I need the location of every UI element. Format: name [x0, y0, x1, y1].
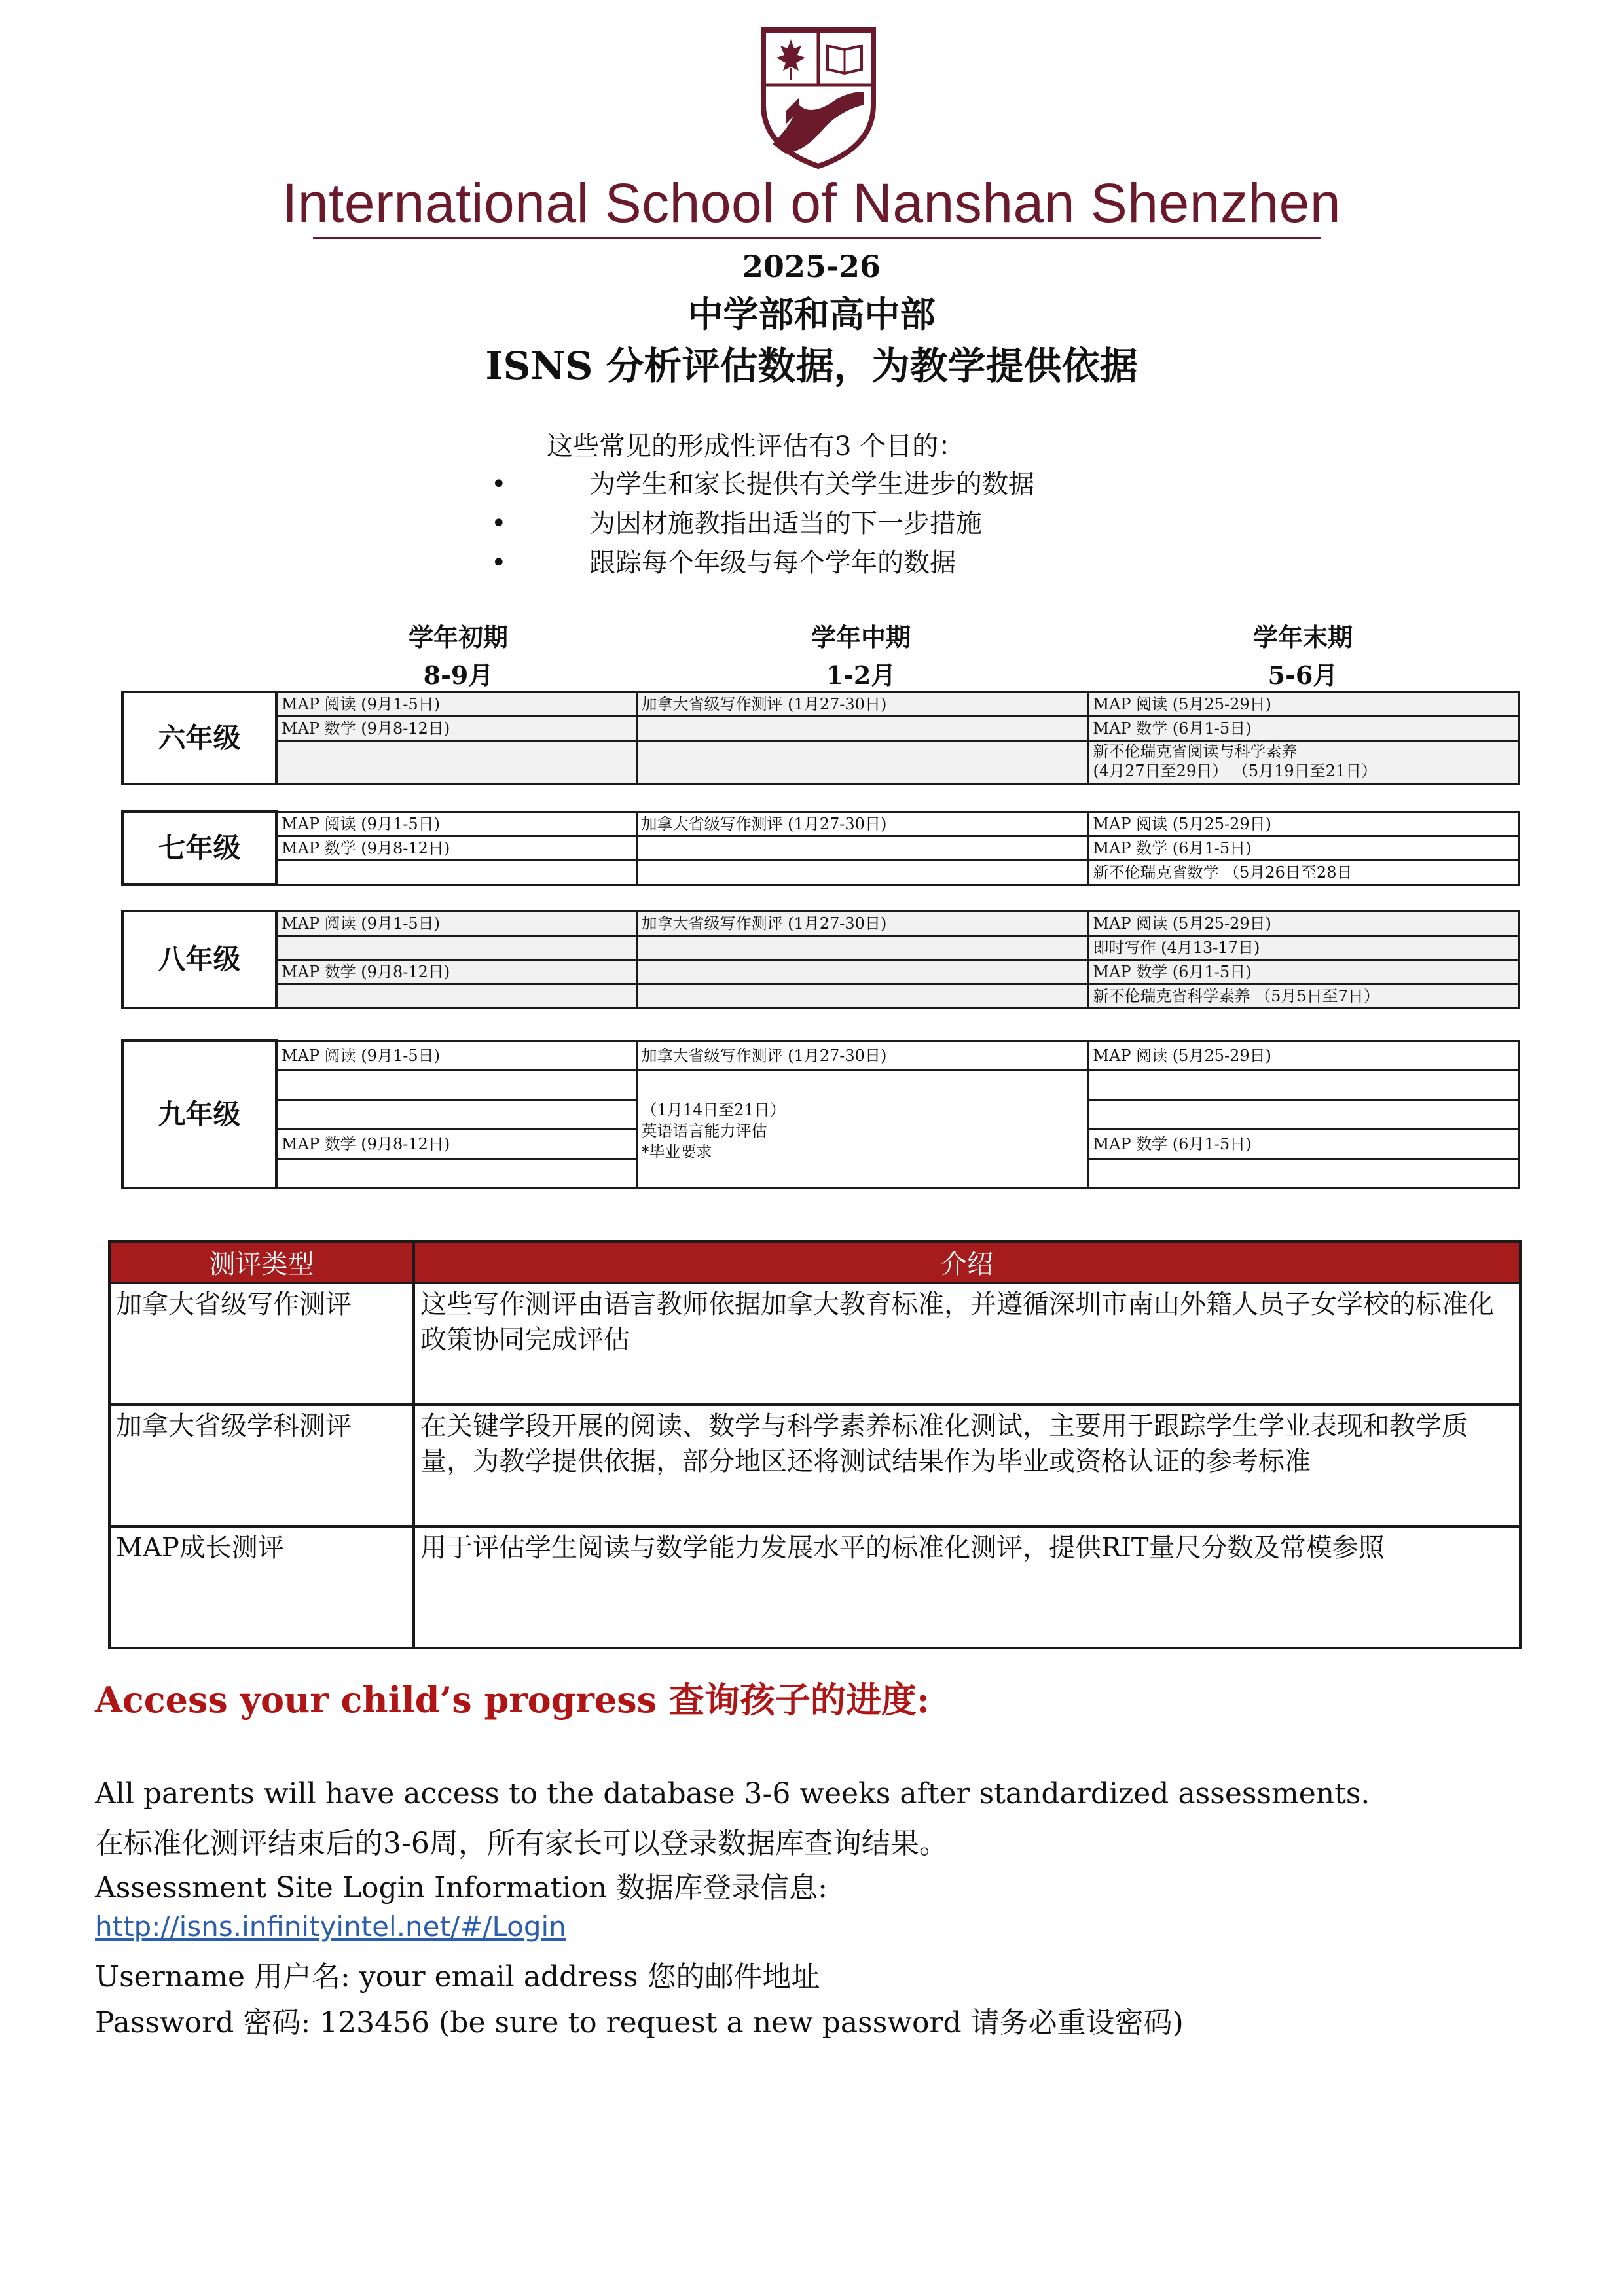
- grade-label: 九年级: [122, 1041, 276, 1188]
- access-info-line-zh: 在标准化测评结束后的3-6周，所有家长可以登录数据库查询结果。: [95, 1827, 948, 1860]
- grade-label: 六年级: [122, 692, 276, 784]
- grade-label: 七年级: [122, 812, 276, 884]
- table-row: MAP 数学 (9月8-12日) MAP 数学 (6月1-5日): [122, 836, 1518, 860]
- table-row: 加拿大省级写作测评 这些写作测评由语言教师依据加拿大教育标准，并遵循深圳市南山外籍人员子女学校的标准化政策协同完成评估: [109, 1283, 1520, 1405]
- access-heading: Access your child’s progress 查询孩子的进度:: [95, 1679, 930, 1721]
- purposes-intro: 这些常见的形成性评估有3 个目的：: [547, 431, 965, 461]
- table-row: MAP 数学 (9月8-12日) MAP 数学 (6月1-5日): [122, 716, 1518, 740]
- term-header-start: 学年初期 8-9月: [408, 622, 508, 690]
- division-title: 中学部和高中部: [687, 293, 936, 335]
- table-row: 即时写作 (4月13-17日): [122, 935, 1518, 960]
- column-header-intro: 介绍: [414, 1242, 1520, 1283]
- assessment-descriptions-table: [108, 1240, 1522, 1649]
- grade-9-schedule: [121, 1039, 1520, 1189]
- grade-8-schedule: [121, 910, 1520, 1009]
- table-row: MAP 数学 (9月8-12日) MAP 数学 (6月1-5日): [122, 1129, 1518, 1158]
- login-link-wrapper: [95, 1910, 566, 1943]
- table-row: MAP 数学 (9月8-12日) MAP 数学 (6月1-5日): [122, 960, 1518, 984]
- school-name: International School of Nanshan Shenzhen: [282, 172, 1341, 234]
- purpose-item: • 为因材施教指出适当的下一步措施: [491, 509, 982, 539]
- access-info-line: All parents will have access to the database 3-6 weeks after standardized assessments.: [95, 1777, 1370, 1810]
- table-row: 加拿大省级学科测评 在关键学段开展的阅读、数学与科学素养标准化测试，主要用于跟踪学生学业表现和教学质量，为教学提供依据，部分地区还将测试结果作为毕业或资格认证的参考标准: [109, 1405, 1520, 1526]
- english-proficiency-note: （1月14日至21日） 英语语言能力评估 *毕业要求: [636, 1070, 1088, 1188]
- column-header-type: 测评类型: [109, 1242, 414, 1283]
- purpose-item: • 跟踪每个年级与每个学年的数据: [491, 548, 956, 578]
- table-row: 七年级 MAP 阅读 (9月1-5日) 加拿大省级写作测评 (1月27-30日) MAP 阅读 (5月25-29日): [122, 812, 1518, 836]
- table-row: 新不伦瑞克省科学素养 （5月5日至7日）: [122, 984, 1518, 1008]
- table-header-row: [109, 1242, 1520, 1283]
- grade-6-schedule: [121, 691, 1520, 785]
- table-row: 新不伦瑞克省阅读与科学素养 (4月27日至29日） （5月19日至21日）: [122, 740, 1518, 784]
- login-info-label: Assessment Site Login Information 数据库登录信息:: [95, 1871, 828, 1905]
- term-header-end: 学年末期 5-6月: [1252, 622, 1353, 690]
- grade-7-schedule: [121, 810, 1520, 886]
- username-info: Username 用户名: your email address 您的邮件地址: [95, 1960, 820, 1994]
- assessment-site-link[interactable]: http://isns.infinityintel.net/#/Login: [95, 1910, 566, 1943]
- purpose-item: • 为学生和家长提供有关学生进步的数据: [491, 469, 1034, 499]
- table-row: 新不伦瑞克省数学 （5月26日至28日: [122, 860, 1518, 884]
- table-row: 六年级 MAP 阅读 (9月1-5日) 加拿大省级写作测评 (1月27-30日) MAP 阅读 (5月25-29日): [122, 692, 1518, 716]
- table-row: 八年级 MAP 阅读 (9月1-5日) 加拿大省级写作测评 (1月27-30日) MAP 阅读 (5月25-29日): [122, 911, 1518, 935]
- password-info: Password 密码: 123456 (be sure to request a new password 请务必重设密码): [95, 2006, 1184, 2039]
- table-row: MAP成长测评 用于评估学生阅读与数学能力发展水平的标准化测评，提供RIT量尺分数及常模参照: [109, 1526, 1520, 1648]
- school-year: 2025-26: [742, 249, 881, 284]
- table-row: 九年级 MAP 阅读 (9月1-5日) 加拿大省级写作测评 (1月27-30日) MAP 阅读 (5月25-29日): [122, 1041, 1518, 1070]
- grade-label: 八年级: [122, 911, 276, 1008]
- table-row: [122, 1070, 1518, 1100]
- school-crest-logo: [759, 26, 877, 170]
- title-divider: [313, 237, 1321, 239]
- term-header-mid: 学年中期 1-2月: [811, 622, 911, 690]
- page-headline: ISNS 分析评估数据，为教学提供依据: [485, 344, 1138, 388]
